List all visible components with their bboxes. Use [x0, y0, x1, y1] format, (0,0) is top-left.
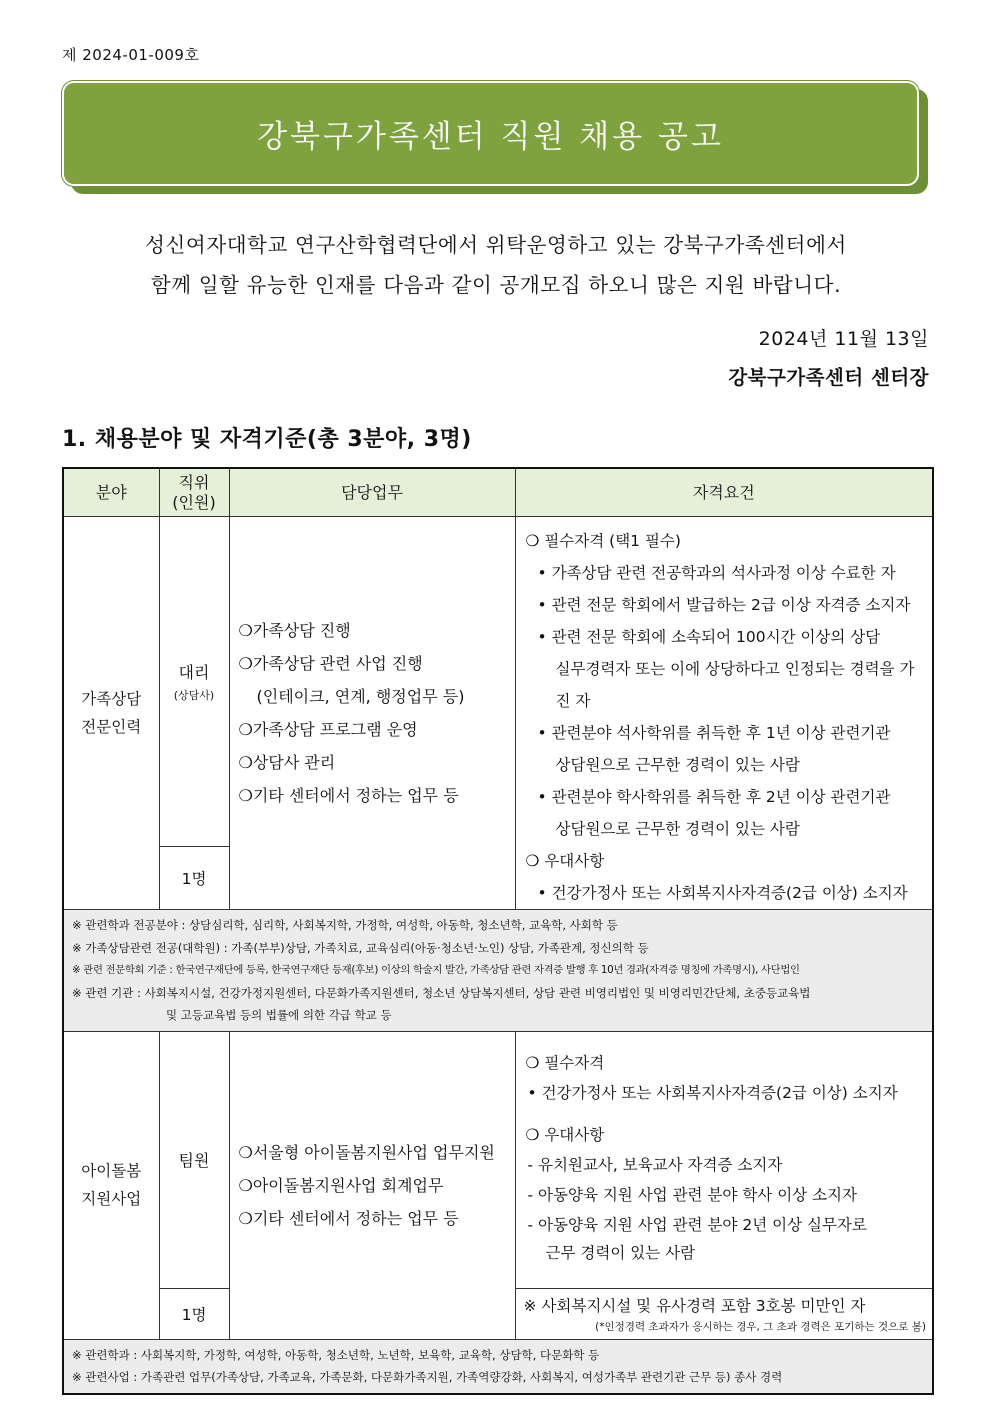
requirement-item: • 관련 전문 학회에 소속되어 100시간 이상의 상담 — [537, 628, 881, 646]
headcount-cell: 1명 — [159, 847, 229, 910]
duty-item: ❍아이돌봄지원사업 회계업무 — [238, 1175, 444, 1195]
notes-row — [63, 1339, 933, 1394]
header-position-line2: (인원) — [172, 492, 216, 512]
duties-cell — [229, 517, 515, 910]
field-cell — [63, 517, 159, 910]
note-item: 및 고등교육법 등의 법률에 의한 각급 학교 등 — [166, 1008, 392, 1022]
signer: 강북구가족센터 센터장 — [728, 366, 929, 389]
notes-cell — [63, 1339, 933, 1394]
intro-line-1: 성신여자대학교 연구산학협력단에서 위탁운영하고 있는 강북구가족센터에서 — [145, 233, 847, 257]
requirement-item: - 아동양육 지원 사업 관련 분야 학사 이상 소지자 — [527, 1185, 857, 1204]
field-name-line2: 전문인력 — [81, 718, 142, 736]
requirement-heading: ❍ 필수자격 (택1 필수) — [525, 532, 681, 550]
requirement-item: • 관련분야 학사학위를 취득한 후 2년 이상 관련기관 — [537, 788, 891, 806]
notes-row — [63, 910, 933, 1032]
header-duties: 담당업무 — [229, 468, 515, 517]
note-item: ※ 관련 기관 : 사회복지시설, 건강가정지원센터, 다문화가족지원센터, 청소년 상담복지센터, 상담 관련 비영리법인 및 비영리민간단체, 초중등교육법 — [72, 985, 811, 1000]
table-row — [63, 517, 933, 847]
headcount-cell: 1명 — [159, 1288, 229, 1339]
table-header-row — [63, 468, 933, 517]
section-title: 1. 채용분야 및 자격기준(총 3분야, 3명) — [62, 427, 472, 452]
note-item: ※ 관련학과 전공분야 : 상담심리학, 심리학, 사회복지학, 가정학, 여성학, 아동학, 청소년학, 교육학, 사회학 등 — [72, 918, 618, 932]
duty-item: ❍가족상담 관련 사업 진행 — [238, 654, 423, 673]
requirement-item: 실무경력자 또는 이에 상당하다고 인정되는 경력을 가진 자 — [555, 660, 915, 710]
requirements-cell — [515, 1031, 933, 1288]
header-requirements: 자격요건 — [515, 468, 933, 517]
footnote-cell — [515, 1288, 933, 1339]
title-banner — [62, 81, 919, 186]
requirement-item: • 가족상담 관련 전공학과의 석사과정 이상 수료한 자 — [537, 564, 896, 582]
requirement-item: - 아동양육 지원 사업 관련 분야 2년 이상 실무자로 — [527, 1215, 867, 1234]
requirement-item: 상담원으로 근무한 경력이 있는 사람 — [555, 756, 800, 774]
position-cell — [159, 517, 229, 847]
requirement-heading: ❍ 우대사항 — [525, 1125, 605, 1144]
duty-item: ❍가족상담 진행 — [238, 621, 351, 640]
footnote-main: ※ 사회복지시설 및 유사경력 포함 3호봉 미만인 자 — [523, 1296, 866, 1315]
duty-item: ❍상담사 관리 — [238, 753, 336, 772]
note-item: ※ 관련 전문학회 기준 : 한국연구재단에 등록, 한국연구재단 등재(후보) 이상의 학술지 발간, 가족상담 관련 자격증 발행 후 10년 경과(자격증 명칭에 가족명시), 사단법인 — [72, 964, 800, 976]
field-name-line1: 아이돌봄 — [81, 1162, 142, 1180]
requirements-cell — [515, 517, 933, 910]
intro-line-2: 함께 일할 유능한 인재를 다음과 같이 공개모집 하오니 많은 지원 바랍니다. — [150, 273, 842, 297]
header-position-line1: 직위 — [178, 472, 210, 492]
header-field: 분야 — [63, 468, 159, 517]
note-item: ※ 가족상담관련 전공(대학원) : 가족(부부)상담, 가족치료, 교육심리(아동·청소년·노인) 상담, 가족관계, 정신의학 등 — [72, 940, 649, 955]
recruitment-table — [62, 467, 934, 1395]
position-cell: 팀원 — [159, 1031, 229, 1288]
duties-cell — [229, 1031, 515, 1339]
note-item: ※ 관련학과 : 사회복지학, 가정학, 여성학, 아동학, 청소년학, 노년학, 보육학, 교육학, 상담학, 다문화학 등 — [72, 1347, 600, 1362]
duty-item: ❍기타 센터에서 정하는 업무 등 — [238, 786, 459, 805]
field-name-line1: 가족상담 — [81, 690, 142, 708]
field-cell — [63, 1031, 159, 1339]
requirement-item: - 유치원교사, 보육교사 자격증 소지자 — [527, 1155, 783, 1174]
position-title: 대리 — [178, 663, 210, 683]
requirement-item: • 건강가정사 또는 사회복지사자격증(2급 이상) 소지자 — [537, 884, 908, 902]
duty-item: ❍기타 센터에서 정하는 업무 등 — [238, 1208, 459, 1228]
field-name-line2: 지원사업 — [81, 1190, 142, 1208]
requirement-item: • 관련분야 석사학위를 취득한 후 1년 이상 관련기관 — [537, 724, 891, 742]
position-subtitle: (상담사) — [173, 689, 215, 703]
header-position — [159, 468, 229, 517]
page-title: 강북구가족센터 직원 채용 공고 — [257, 119, 724, 155]
requirement-item: 상담원으로 근무한 경력이 있는 사람 — [555, 820, 800, 838]
document-number: 제 2024-01-009호 — [62, 46, 200, 64]
duty-item: ❍서울형 아이돌봄지원사업 업무지원 — [238, 1142, 495, 1162]
requirement-item: 근무 경력이 있는 사람 — [545, 1243, 696, 1262]
duty-item: ❍가족상담 프로그램 운영 — [238, 720, 418, 739]
requirement-item: • 건강가정사 또는 사회복지사자격증(2급 이상) 소지자 — [527, 1083, 898, 1102]
notes-cell — [63, 910, 933, 1032]
duty-item: (인테이크, 연계, 행정업무 등) — [256, 687, 465, 706]
table-row — [63, 1031, 933, 1288]
requirement-heading: ❍ 필수자격 — [525, 1053, 605, 1072]
requirement-item: • 관련 전문 학회에서 발급하는 2급 이상 자격증 소지자 — [537, 596, 911, 614]
note-item: ※ 관련사업 : 가족관련 업무(가족상담, 가족교육, 가족문화, 다문화가족지원, 가족역량강화, 사회복지, 여성가족부 관련기관 근무 등) 종사 경력 — [72, 1370, 783, 1384]
requirement-heading: ❍ 우대사항 — [525, 852, 605, 870]
footnote-small: (*인정경력 초과자가 응시하는 경우, 그 초과 경력은 포기하는 것으로 봄) — [595, 1320, 926, 1333]
announcement-date: 2024년 11월 13일 — [758, 328, 929, 350]
